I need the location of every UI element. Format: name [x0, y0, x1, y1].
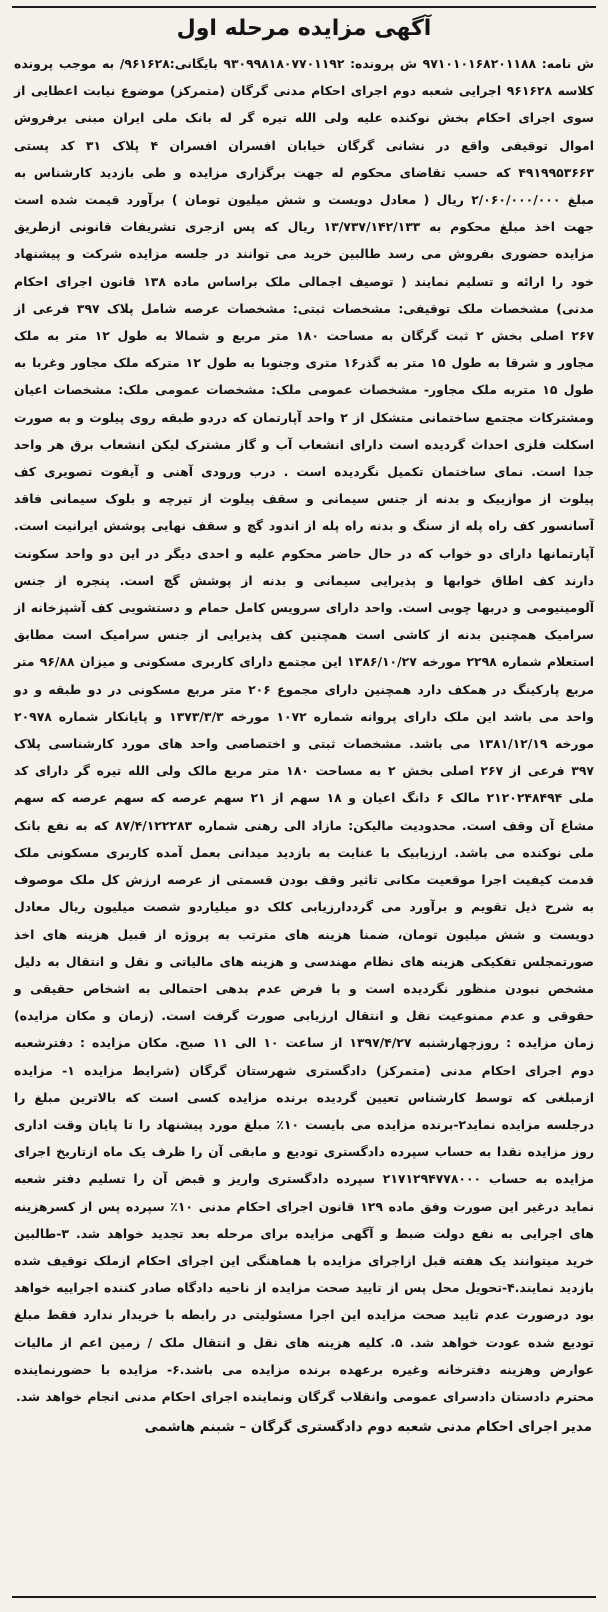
notice-signature: مدیر اجرای احکام مدنی شعبه دوم دادگستری گرگان – شبنم هاشمی — [144, 1419, 592, 1436]
notice-body — [14, 50, 594, 1410]
notice-title: آگهی مزایده مرحله اول — [176, 16, 432, 41]
notice-paragraph: ش نامه: ۹۷۱۰۱۰۱۶۸۲۰۱۱۸۸ ش پرونده: ۹۳۰۹۹۸۱۸۰۷۷۰۱۱۹۲ بایگانی:۹۶۱۶۲۸/ به موجب پرونده کلاسه ۹۶۱۶۲۸ اجرایی شعبه دوم اجرای احکام مدنی گرگان (متمرکز) موضوع نیابت اعطایی از سوی اجرای احکام بخش نوکنده علیه ولی الله تیره گر له بانک ملی ایران مبنی برفروش اموال توقیفی واقع در نشانی گرگان خیابان افسران افسران ۴ پلاک ۳۱ کد پستی ۴۹۱۹۹۵۳۶۶۳ که حسب تقاضای محکوم له جهت برگزاری مزایده و طی بازدید کارشناس به مبلغ ۲/۰۶۰/۰۰۰/۰۰۰ ریال ( معادل دویست و شش میلیون تومان ) برآورد قیمت شده است جهت اخذ مبلغ محکوم به ۱۳/۷۳۷/۱۴۲/۱۳۳ ریال که پس ازجری تشریفات قانونی ازطریق مزایده حضوری بفروش می رسد طالبین خرید می توانند در جلسه مزایده شرکت و پیشنهاد خود را ارائه و تسلیم نمایند ( توصیف اجمالی ملک براساس ماده ۱۳۸ قانون اجرای احکام مدنی) مشخصات ملک توقیفی: مشخصات ثبتی: مشخصات عرصه شامل پلاک ۳۹۷ فرعی از ۲۶۷ اصلی بخش ۲ ثبت گرگان به مساحت ۱۸۰ متر مربع و شمالا به طول ۱۲ متر به ملک مجاور و شرقا به طول ۱۵ متر به گذر۱۶ متری وجنوبا به طول ۱۲ مترکه ملک مجاور وغربا به طول ۱۵ متربه ملک مجاور- مشخصات عمومی ملک: مشخصات عمومی ملک: مشخصات اعیان ومشترکات مجتمع ساختمانی متشکل از ۲ واحد آپارتمان که دردو طبقه روی پیلوت و به صورت اسکلت فلزی احداث گردیده است دارای انشعاب آب و گاز مشترک لیکن انشعاب برق هر واحد جدا است. نمای ساختمان تکمیل نگردیده است . درب ورودی آهنی و آیفوت تصویری کف پیلوت از موازییک و بدنه از جنس سیمانی و سقف پیلوت از تیرچه و بلوک سیمانی فاقد آسانسور کف راه پله از سنگ و بدنه راه پله از اندود گچ و سقف نهایی پوشش ایرانیت است. آپارتمانها دارای دو خواب که در حال حاضر محکوم علیه و احدی دیگر در این دو واحد سکونت دارند کف اطاق خوابها و پذیرایی سیمانی و بدنه از پوشش گچ است. پنجره از جنس آلومینیومی و دربها چوبی است. واحد دارای سرویس کامل حمام و دستشویی کف آشپزخانه از سرامیک همچنین بدنه از کاشی است همچنین کف پذیرایی از جنس سرامیک است مطابق استعلام شماره ۲۲۹۸ مورخه ۱۳۸۶/۱۰/۲۷ این مجتمع دارای کاربری مسکونی و میزان ۹۶/۸۸ متر مربع پارکینگ در همکف دارد همچنین دارای مجموع ۲۰۶ متر مربع مسکونی در دو طبقه و دو واحد می باشد این ملک دارای پروانه شماره ۱۰۷۲ مورخه ۱۳۷۳/۳/۳ و پایانکار شماره ۲۰۹۷۸ مورخه ۱۳۸۱/۱۲/۱۹ می باشد. مشخصات ثبتی و اختصاصی واحد های مورد کارشناسی پلاک ۳۹۷ فرعی از ۲۶۷ اصلی بخش ۲ به مساحت ۱۸۰ متر مربع مالک ولی الله تیره گر دارای کد ملی ۲۱۲۰۲۴۸۴۹۴ مالک ۶ دانگ اعیان و ۱۸ سهم از ۲۱ سهم عرصه که سهم عرصه که سهم مشاع آن وقف است. محدودیت مالیکن: مازاد الی رهنی شماره ۸۷/۴/۱۲۲۲۸۳ که به نفع بانک ملی نوکنده می باشد. ارزیابیک با عنایت به بازدید میدانی بعمل آمده کاربری مسکونی ملک قدمت کیفیت اجرا موقعیت مکانی تاثیر وقف بودن قسمتی از عرصه ارزش کل ملک موصوف به شرح ذیل تقویم و برآورد می گرددارزیابی کلک دو میلیاردو شصت میلیون ریال معادل دویست و شش میلیون تومان، ضمنا هزینه های مترتب به پروژه از قبیل هزینه های اخذ صورتمجلس تفکیکی هزینه های نظام مهندسی و هزینه های مالیاتی و نقل و انتقال به دلیل مشخص نبودن منظور نگردیده است و با فرض عدم بدهی احتمالی به اشخاص حقیقی و حقوقی و عدم ممنوعیت نقل و انتقال ارزیابی صورت گرفت است. (زمان و مکان مزایده) زمان مزایده : روزچهارشنبه ۱۳۹۷/۴/۲۷ از ساعت ۱۰ الی ۱۱ صبح. مکان مزایده : دفترشعبه دوم اجرای احکام مدنی (متمرکز) دادگستری شهرستان گرگان (شرایط مزایده ۱- مزایده ازمبلغی که توسط کارشناس تعیین گردیده برنده مزایده کسی است که بالاترین مبلغ را درجلسه مزایده نماید۲-برنده مزایده می بایست ۱۰٪ مبلغ مورد پیشنهاد را تا پایان وقت اداری روز مزایده نقدا به حساب سپرده دادگستری تودیع و مابقی آن را ظرف یک ماه ازتاریخ اجرای مزایده به حساب ۲۱۷۱۲۹۴۷۷۸۰۰۰ سپرده دادگستری واریز و قبض آن را تسلیم دفتر شعبه نماید درغیر این صورت وفق ماده ۱۲۹ قانون اجرای احکام مدنی ۱۰٪ سپرده پس از کسرهزینه های اجرایی به نفع دولت ضبط و آگهی مزایده برای مرحله بعد تجدید خواهد شد. ۳-طالبین خرید میتوانند یک هفته قبل ازاجرای مزایده با هماهنگی این اجرای احکام ازملک توقیف شده بازدید نمایند.۴-تحویل محل پس از تایید صحت مزایده از ناحیه دادگاه صادر کننده اجراییه خواهد بود درصورت عدم تایید صحت مزایده این اجرا مسئولیتی در رابطه با خریدار ندارد فقط مبلغ تودیع شده عودت خواهد شد. ۵. کلیه هزینه های نقل و انتقال ملک / زمین اعم از مالیات عوارض وهزینه دفترخانه وغیره برعهده برنده مزایده می باشد.۶- مزایده با حضورنماینده محترم دادستان دادسرای عمومی وانقلاب گرگان ونماینده اجرای احکام مدنی انجام خواهد شد. — [14, 56, 595, 1404]
bottom-divider — [12, 1596, 596, 1598]
notice-clipping — [8, 6, 600, 1600]
top-divider — [12, 6, 596, 8]
